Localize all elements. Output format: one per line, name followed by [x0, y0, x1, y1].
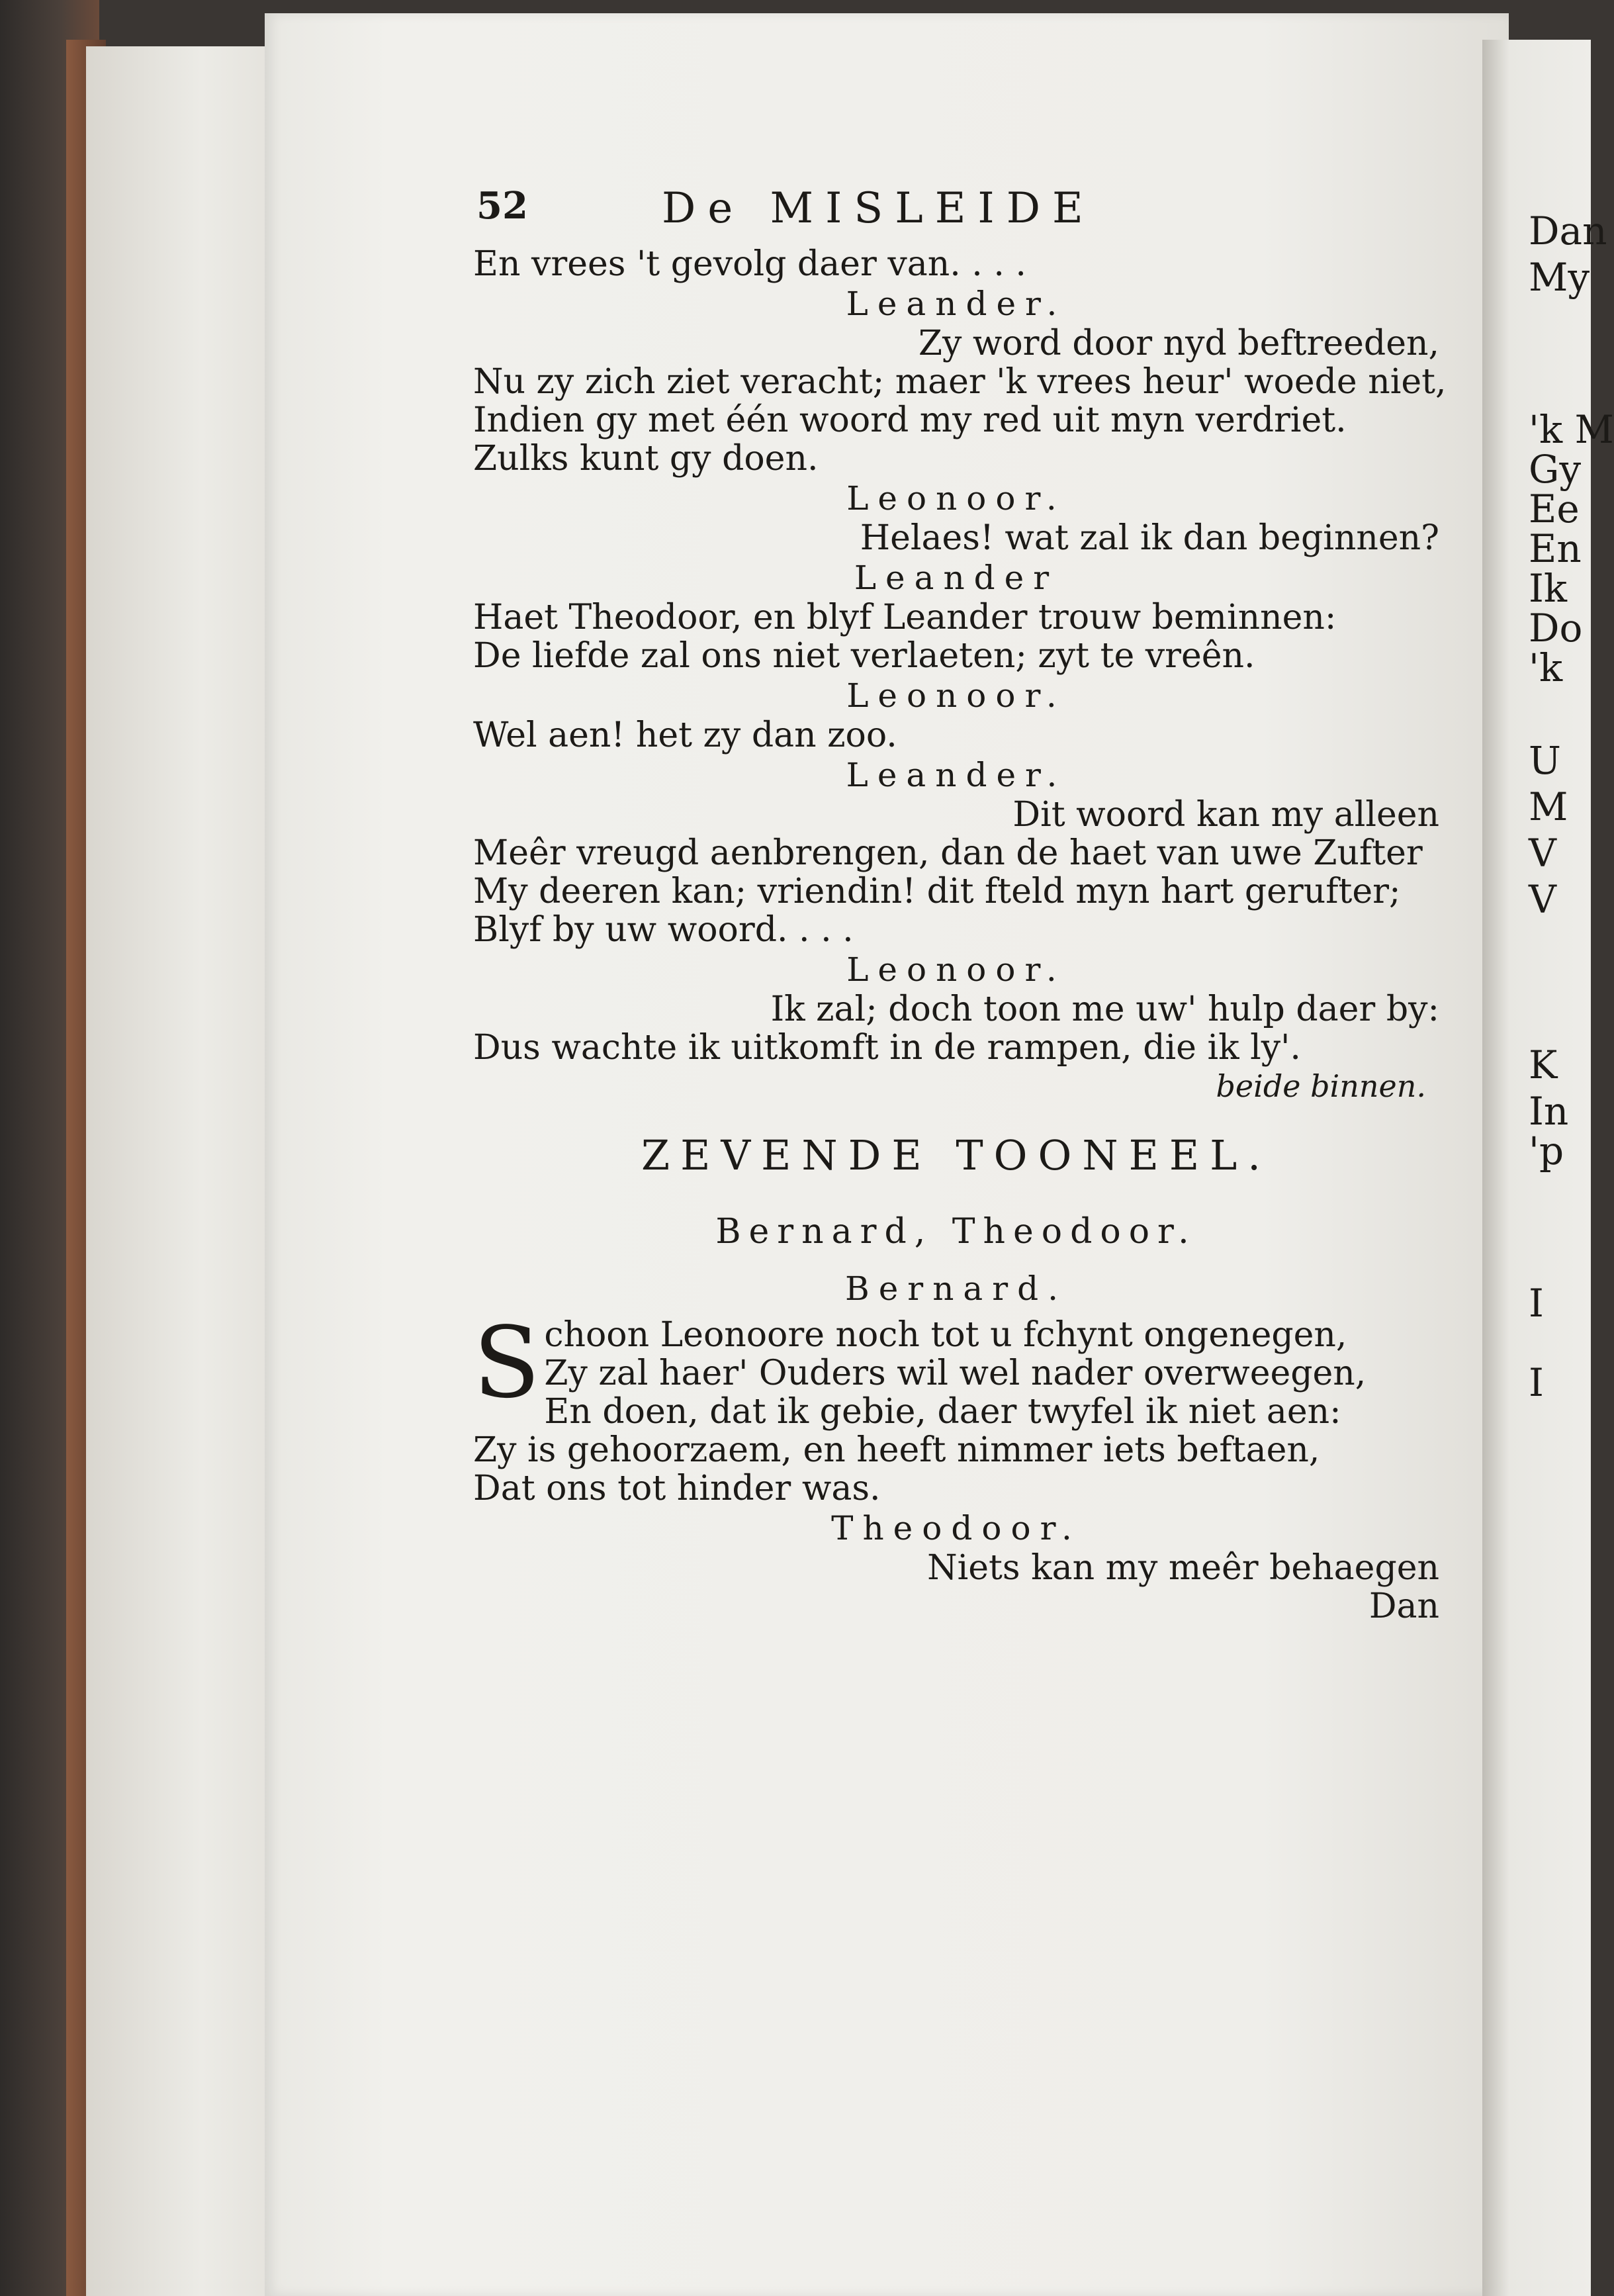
page-header	[476, 184, 1271, 244]
verse-line: Zy word door nyd beftreeden,	[918, 324, 1439, 363]
verse-line: My deeren kan; vriendin! dit fteld myn hart gerufter;	[473, 872, 1401, 911]
facing-page-text-fragment: V	[1529, 877, 1556, 922]
speaker-name: Leander.	[846, 756, 1067, 794]
speaker-name: Theodoor.	[831, 1509, 1081, 1547]
facing-page-text-fragment: U	[1529, 738, 1561, 783]
verse-line: De liefde zal ons niet verlaeten; zyt te vreên.	[473, 636, 1255, 676]
facing-page-text-fragment: M	[1529, 784, 1568, 829]
verse-line: Dus wachte ik uitkomft in de rampen, die ik ly'.	[473, 1028, 1301, 1068]
scene-title: ZEVENDE TOONEEL.	[641, 1131, 1271, 1179]
verse-line: Haet Theodoor, en blyf Leander trouw beminnen:	[473, 598, 1337, 637]
verse-line: En doen, dat ik gebie, daer twyfel ik niet aen:	[544, 1392, 1341, 1432]
speaker-name: Leander.	[846, 285, 1067, 323]
scene-cast: Bernard, Theodoor.	[715, 1212, 1197, 1252]
facing-page-text-fragment: V	[1529, 831, 1556, 876]
facing-page-text-fragment: 'p	[1529, 1128, 1564, 1173]
facing-page-text-fragment: Gy	[1529, 447, 1582, 492]
verse-line: Nu zy zich ziet veracht; maer 'k vrees heur' woede niet,	[473, 362, 1447, 402]
catchword: Dan	[1368, 1586, 1439, 1626]
verse-line: Ik zal; doch toon me uw' hulp daer by:	[770, 989, 1439, 1029]
speaker-name: Leonoor.	[846, 479, 1066, 518]
facing-page-text-fragment: K	[1529, 1042, 1558, 1087]
facing-page-edge	[1482, 40, 1614, 2296]
verse-line: Indien gy met één woord my red uit myn verdriet.	[473, 400, 1347, 440]
facing-page-text-fragment: Ik	[1529, 566, 1568, 611]
facing-page-text-fragment: My	[1529, 255, 1590, 300]
facing-page-text-fragment: Do	[1529, 606, 1583, 651]
verse-line: Helaes! wat zal ik dan beginnen?	[860, 518, 1439, 558]
speaker-name: Leander	[854, 559, 1059, 597]
facing-page-text-fragment: Ee	[1529, 486, 1580, 531]
facing-page-text-fragment: Dan	[1529, 208, 1607, 253]
verse-line: Zulks kunt gy doen.	[473, 439, 819, 479]
spacer	[473, 1105, 1439, 1116]
facing-page-text-fragment: 'k M	[1529, 407, 1614, 452]
verse-line: Blyf by uw woord. . . .	[473, 910, 854, 950]
running-title: De MISLEIDE	[662, 184, 1095, 233]
facing-page-text-fragment: 'k	[1529, 645, 1563, 690]
stage-direction: beide binnen.	[1216, 1068, 1426, 1104]
verse-line: Zy is gehoorzaem, en heeft nimmer iets beftaen,	[473, 1430, 1320, 1470]
page-body	[473, 244, 1447, 1626]
verse-line: Dit woord kan my alleen	[1012, 795, 1439, 835]
verse-line: Zy zal haer' Ouders wil wel nader overweegen,	[544, 1354, 1367, 1393]
facing-page-text-fragment: I	[1529, 1281, 1544, 1326]
speaker-name: Bernard.	[844, 1269, 1068, 1308]
facing-page-text-fragment: In	[1529, 1089, 1569, 1134]
speaker-name: Leonoor.	[846, 676, 1066, 715]
verse-line: En vrees 't gevolg daer van. . . .	[473, 244, 1026, 284]
facing-page-text-fragment: En	[1529, 526, 1582, 571]
verse-line: Niets kan my meêr behaegen	[927, 1548, 1439, 1588]
left-page-edge	[86, 46, 279, 2296]
verse-line: Wel aen! het zy dan zoo.	[473, 715, 897, 755]
verse-line: Dat ons tot hinder was.	[473, 1469, 881, 1508]
facing-page-text-fragment: I	[1529, 1360, 1544, 1405]
verse-line: Meêr vreugd aenbrengen, dan de haet van uwe Zufter	[473, 833, 1423, 873]
page-number: 52	[476, 184, 528, 228]
verse-text: choon Leonoore noch tot u fchynt ongenegen,	[544, 1315, 1347, 1355]
speaker-name: Leonoor.	[846, 950, 1066, 989]
drop-cap: S	[473, 1306, 541, 1420]
